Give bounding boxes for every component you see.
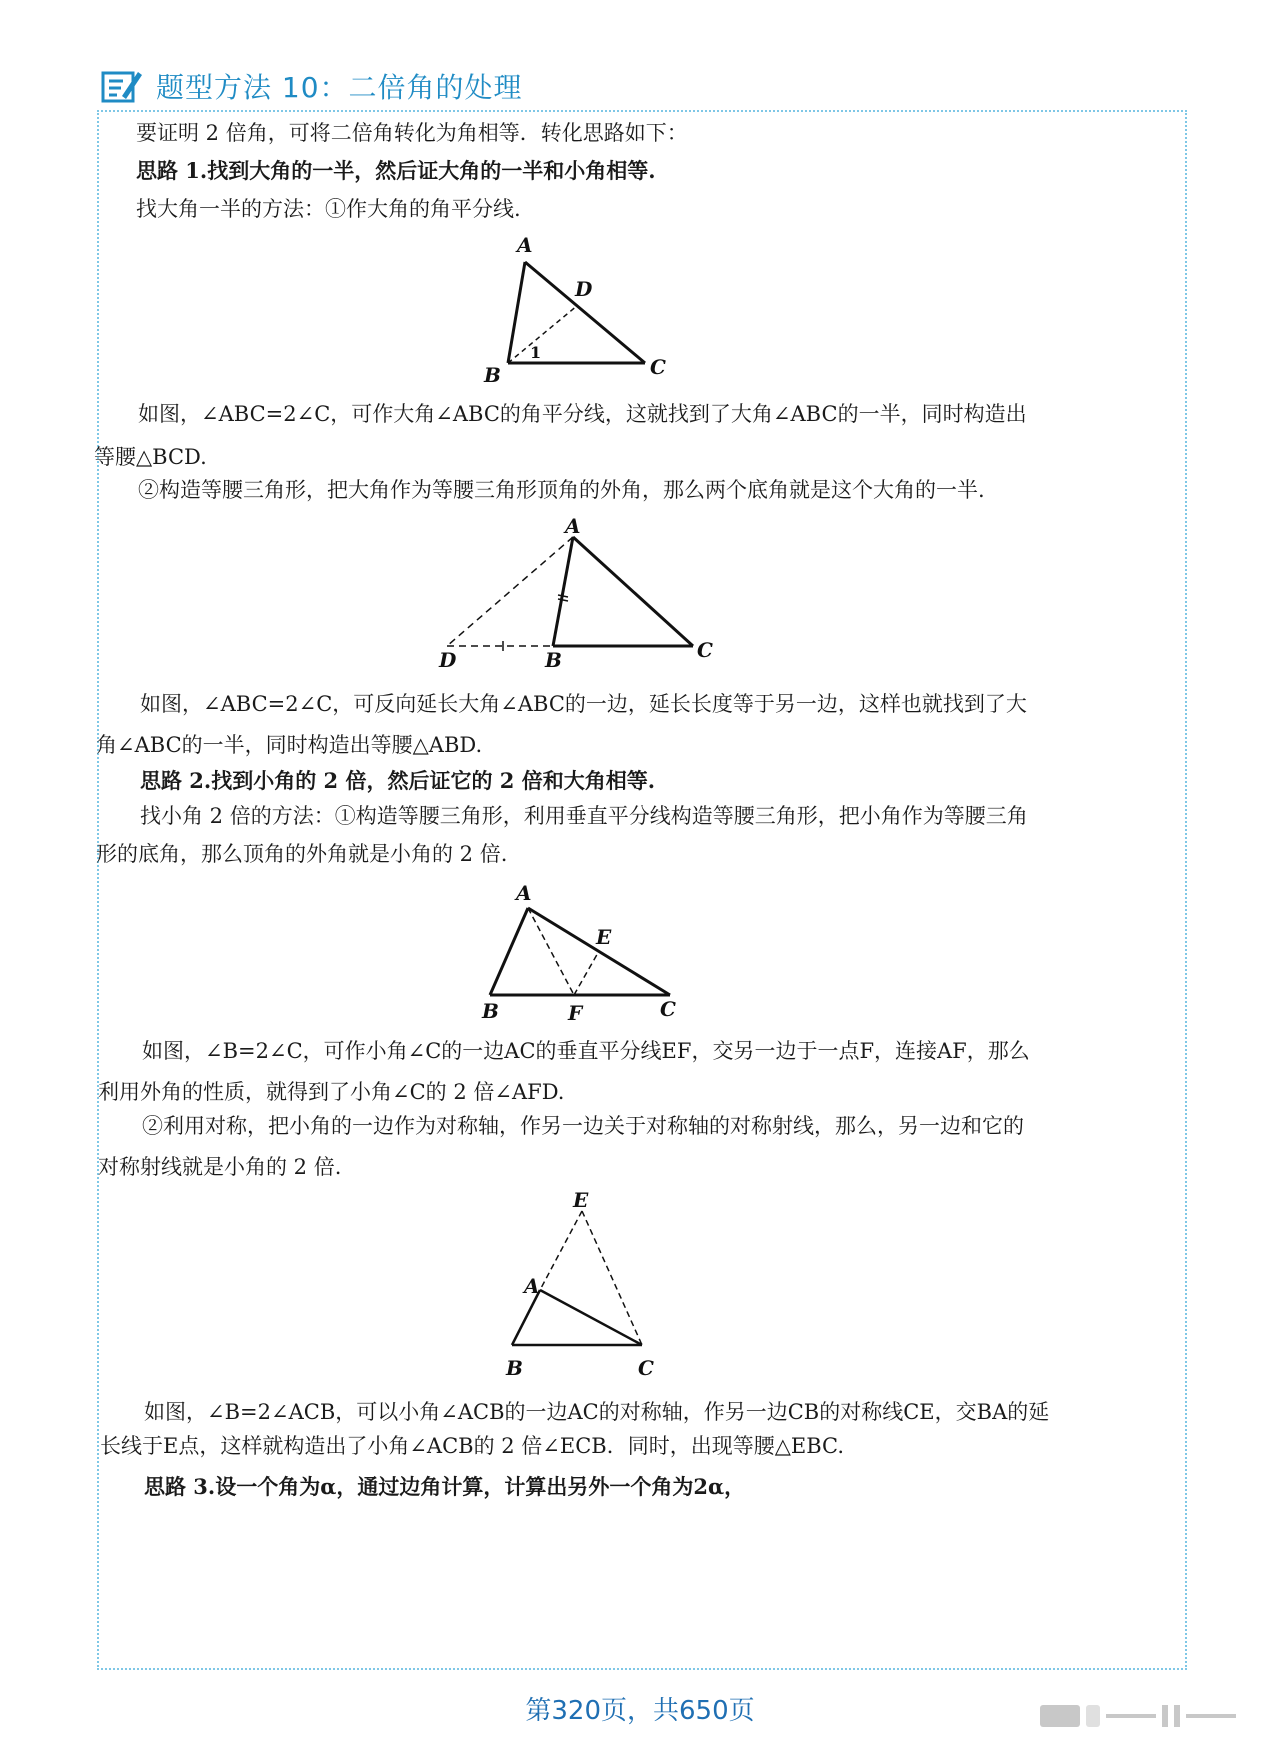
- text-line: 如图，∠ABC=2∠C，可反向延长大角∠ABC的一边，延长长度等于另一边，这样也就找到了大: [140, 692, 1027, 716]
- text-line: ②利用对称，把小角的一边作为对称轴，作另一边关于对称轴的对称射线，那么，另一边和它的: [142, 1114, 1024, 1138]
- text-line: 找小角 2 倍的方法：①构造等腰三角形，利用垂直平分线构造等腰三角形，把小角作为等腰三角: [140, 804, 1028, 828]
- text-line: 长线于E点，这样就构造出了小角∠ACB的 2 倍∠ECB．同时，出现等腰△EBC.: [100, 1434, 845, 1458]
- text-line: 等腰△BCD.: [94, 445, 207, 469]
- label-b: B: [545, 648, 562, 672]
- label-b: B: [482, 999, 499, 1023]
- text-line: 形的底角，那么顶角的外角就是小角的 2 倍.: [96, 842, 508, 866]
- text-line: 如图，∠ABC=2∠C，可作大角∠ABC的角平分线，这就找到了大角∠ABC的一半，同时构造出: [138, 402, 1027, 426]
- label-c: C: [650, 355, 666, 379]
- label-a: A: [517, 233, 533, 257]
- label-b: B: [484, 363, 501, 387]
- idea-heading: 思路 1.找到大角的一半，然后证大角的一半和小角相等.: [136, 158, 656, 183]
- label-c: C: [697, 638, 713, 662]
- page-scroll-indicator[interactable]: [1040, 1705, 1236, 1727]
- idea-heading: 思路 3.设一个角为α，通过边角计算，计算出另外一个角为2α，: [144, 1474, 746, 1499]
- text-line: 对称射线就是小角的 2 倍.: [98, 1155, 342, 1179]
- label-c: C: [638, 1356, 654, 1380]
- angle-label: 1: [530, 343, 542, 362]
- text-line: 角∠ABC的一半，同时构造出等腰△ABD.: [96, 733, 483, 757]
- edit-note-icon: [100, 66, 144, 106]
- text-line: ②构造等腰三角形，把大角作为等腰三角形顶角的外角，那么两个底角就是这个大角的一半.: [138, 478, 985, 502]
- figure-perpendicular-bisector: [470, 878, 710, 1023]
- text-line: 找大角一半的方法：①作大角的角平分线.: [136, 197, 521, 221]
- page-indicator: 第320页，共650页: [525, 1696, 755, 1726]
- label-c: C: [660, 997, 676, 1021]
- label-a: A: [524, 1274, 540, 1298]
- label-a: A: [565, 515, 581, 538]
- text-line: 要证明 2 倍角，可将二倍角转化为角相等．转化思路如下：: [136, 121, 688, 145]
- label-d: D: [575, 277, 593, 301]
- figure-isosceles-extension: [425, 515, 725, 680]
- text-line: 如图，∠B=2∠ACB，可以小角∠ACB的一边AC的对称轴，作另一边CB的对称线CE，交BA的延: [144, 1400, 1050, 1424]
- label-d: D: [439, 648, 457, 672]
- figure-symmetry: [480, 1185, 700, 1385]
- label-a: A: [516, 881, 532, 905]
- label-e: E: [573, 1188, 589, 1212]
- text-line: 如图，∠B=2∠C，可作小角∠C的一边AC的垂直平分线EF，交另一边于一点F，连接AF，那么: [142, 1039, 1030, 1063]
- figure-angle-bisector: [470, 230, 710, 390]
- label-e: E: [596, 925, 612, 949]
- text-line: 利用外角的性质，就得到了小角∠C的 2 倍∠AFD.: [98, 1080, 565, 1104]
- idea-heading: 思路 2.找到小角的 2 倍，然后证它的 2 倍和大角相等.: [140, 768, 656, 793]
- section-title: 题型方法 10：二倍角的处理: [156, 71, 523, 104]
- label-f: F: [568, 1001, 583, 1023]
- label-b: B: [506, 1356, 523, 1380]
- section-heading: [100, 62, 523, 110]
